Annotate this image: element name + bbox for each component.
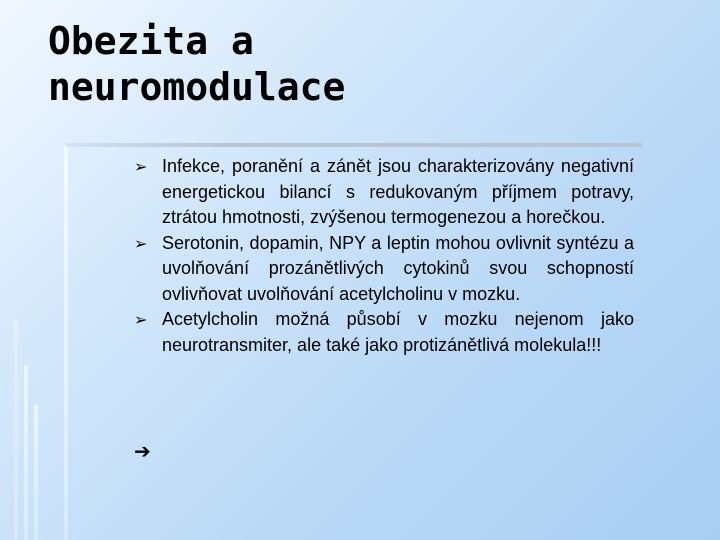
arrowhead-bullet-icon: ➢: [134, 312, 148, 329]
right-arrow-icon: ➔: [134, 441, 151, 463]
bullet-list: [128, 154, 634, 358]
slide-title: Obezita a neuromodulace: [48, 19, 346, 109]
title-underline: [66, 143, 642, 147]
bullet-text: Infekce, poranění a zánět jsou charakterizovány negativní energetickou bilancí s redukovaným příjmem potravy, ztrátou hmotnosti, zvýšenou termogenezou a horečkou.: [162, 156, 634, 227]
arrowhead-bullet-icon: ➢: [134, 159, 148, 176]
arrowhead-bullet-icon: ➢: [134, 235, 148, 253]
decor-line: [24, 365, 28, 540]
list-item: [128, 307, 634, 358]
list-item: [128, 231, 634, 308]
bullet-text: Serotonin, dopamin, NPY a leptin mohou ovlivnit syntézu a uvolňování prozánětlivých cytokinů svou schopností ovlivňovat uvolňování acetylcholinu v mozku.: [162, 232, 634, 304]
list-item: [128, 154, 634, 231]
decor-line: [14, 320, 18, 540]
decor-line: [34, 405, 38, 540]
decor-line: [64, 146, 68, 540]
bullet-text: Acetylcholin možná působí v mozku nejenom jako neurotransmiter, ale také jako protizánětlivá molekula!!!: [162, 309, 634, 355]
